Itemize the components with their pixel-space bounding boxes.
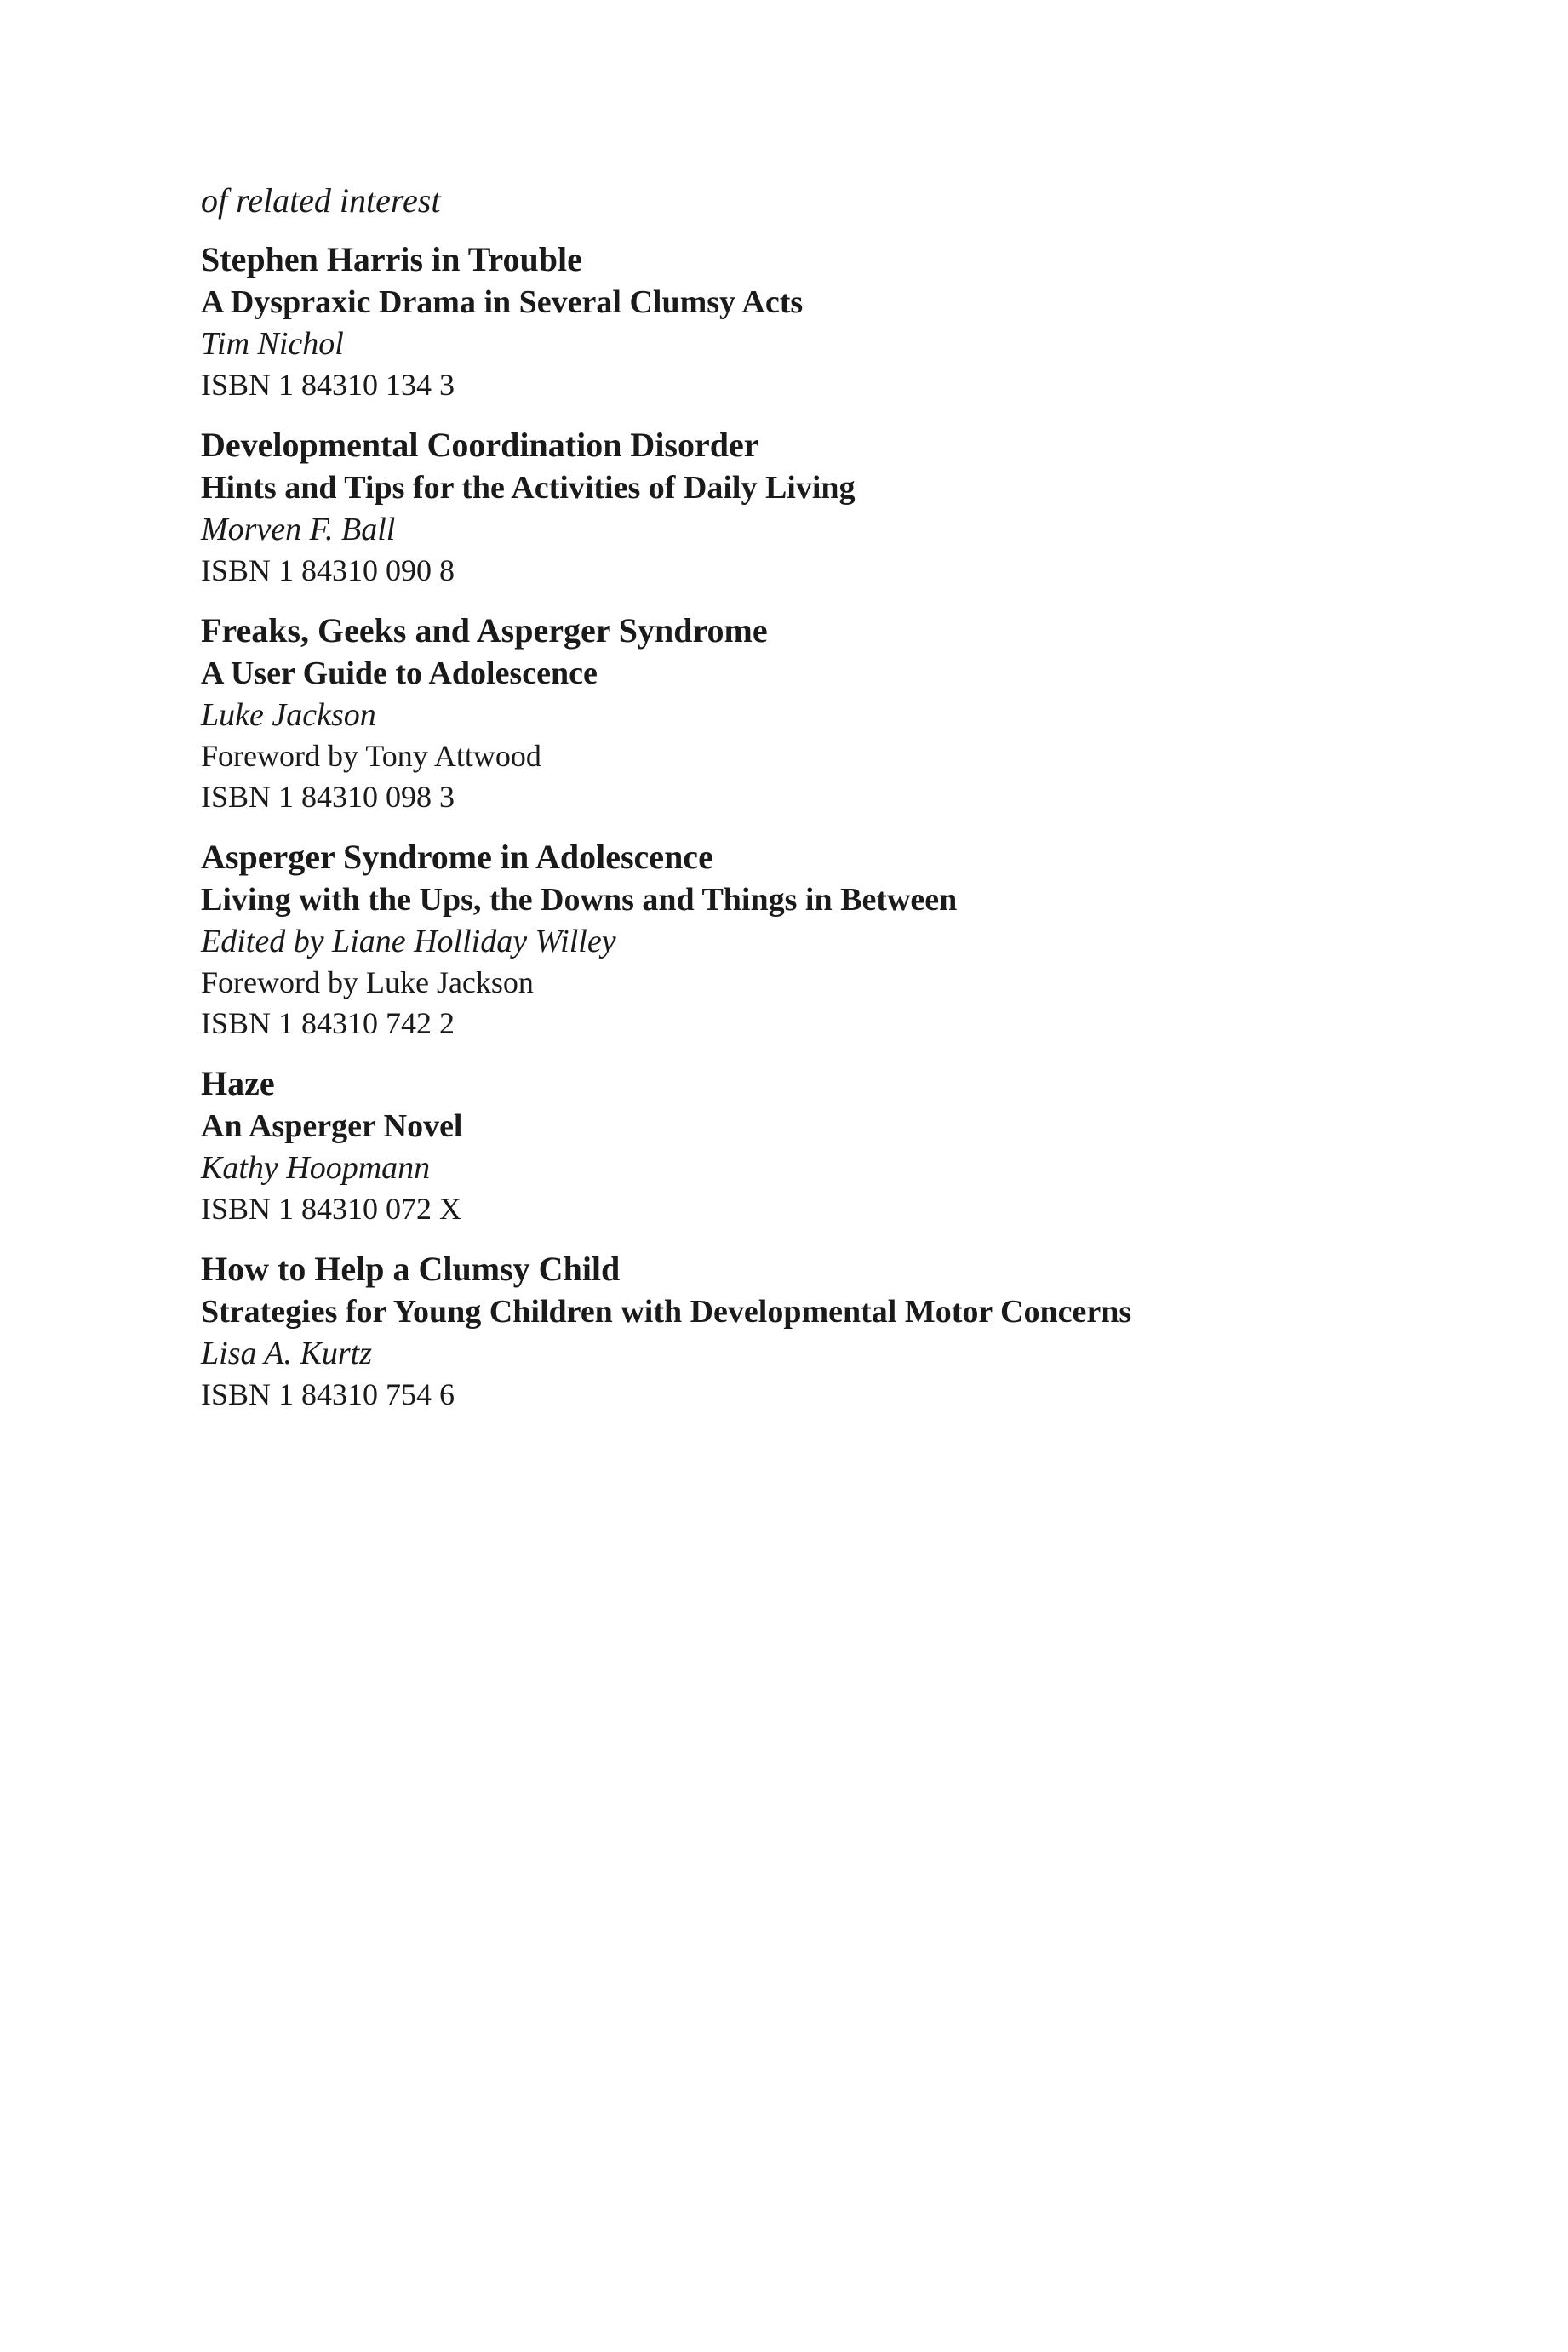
book-isbn: ISBN 1 84310 090 8 [201, 553, 455, 587]
section-heading: of related interest [201, 181, 441, 220]
book-foreword: Foreword by Luke Jackson [201, 965, 534, 999]
book-isbn: ISBN 1 84310 742 2 [201, 1006, 455, 1040]
book-entry [201, 609, 1410, 817]
related-interest-page [201, 180, 1410, 1434]
book-title: Asperger Syndrome in Adolescence [201, 838, 713, 876]
book-entry [201, 1062, 1410, 1229]
book-subtitle: A Dyspraxic Drama in Several Clumsy Acts [201, 284, 804, 320]
book-author: Lisa A. Kurtz [201, 1336, 372, 1371]
book-title: Developmental Coordination Disorder [201, 426, 759, 464]
book-isbn: ISBN 1 84310 072 X [201, 1192, 462, 1226]
book-author: Kathy Hoopmann [201, 1150, 431, 1186]
book-entry [201, 238, 1410, 405]
book-author: Edited by Liane Holliday Willey [201, 924, 616, 959]
book-entry [201, 836, 1410, 1044]
book-title: How to Help a Clumsy Child [201, 1250, 621, 1288]
book-entry [201, 424, 1410, 591]
book-author: Luke Jackson [201, 697, 376, 733]
book-subtitle: Living with the Ups, the Downs and Things in Between [201, 882, 958, 918]
book-subtitle: A User Guide to Adolescence [201, 655, 598, 691]
book-subtitle: An Asperger Novel [201, 1108, 463, 1144]
book-foreword: Foreword by Tony Attwood [201, 739, 541, 773]
book-isbn: ISBN 1 84310 098 3 [201, 780, 455, 814]
book-subtitle: Strategies for Young Children with Developmental Motor Concerns [201, 1294, 1132, 1330]
book-title: Haze [201, 1064, 275, 1102]
book-author: Morven F. Ball [201, 512, 396, 547]
book-isbn: ISBN 1 84310 754 6 [201, 1377, 455, 1411]
book-subtitle: Hints and Tips for the Activities of Daily Living [201, 470, 856, 506]
book-entry [201, 1248, 1410, 1415]
book-title: Stephen Harris in Trouble [201, 240, 582, 278]
book-title: Freaks, Geeks and Asperger Syndrome [201, 611, 768, 650]
book-isbn: ISBN 1 84310 134 3 [201, 368, 455, 402]
book-author: Tim Nichol [201, 326, 344, 362]
